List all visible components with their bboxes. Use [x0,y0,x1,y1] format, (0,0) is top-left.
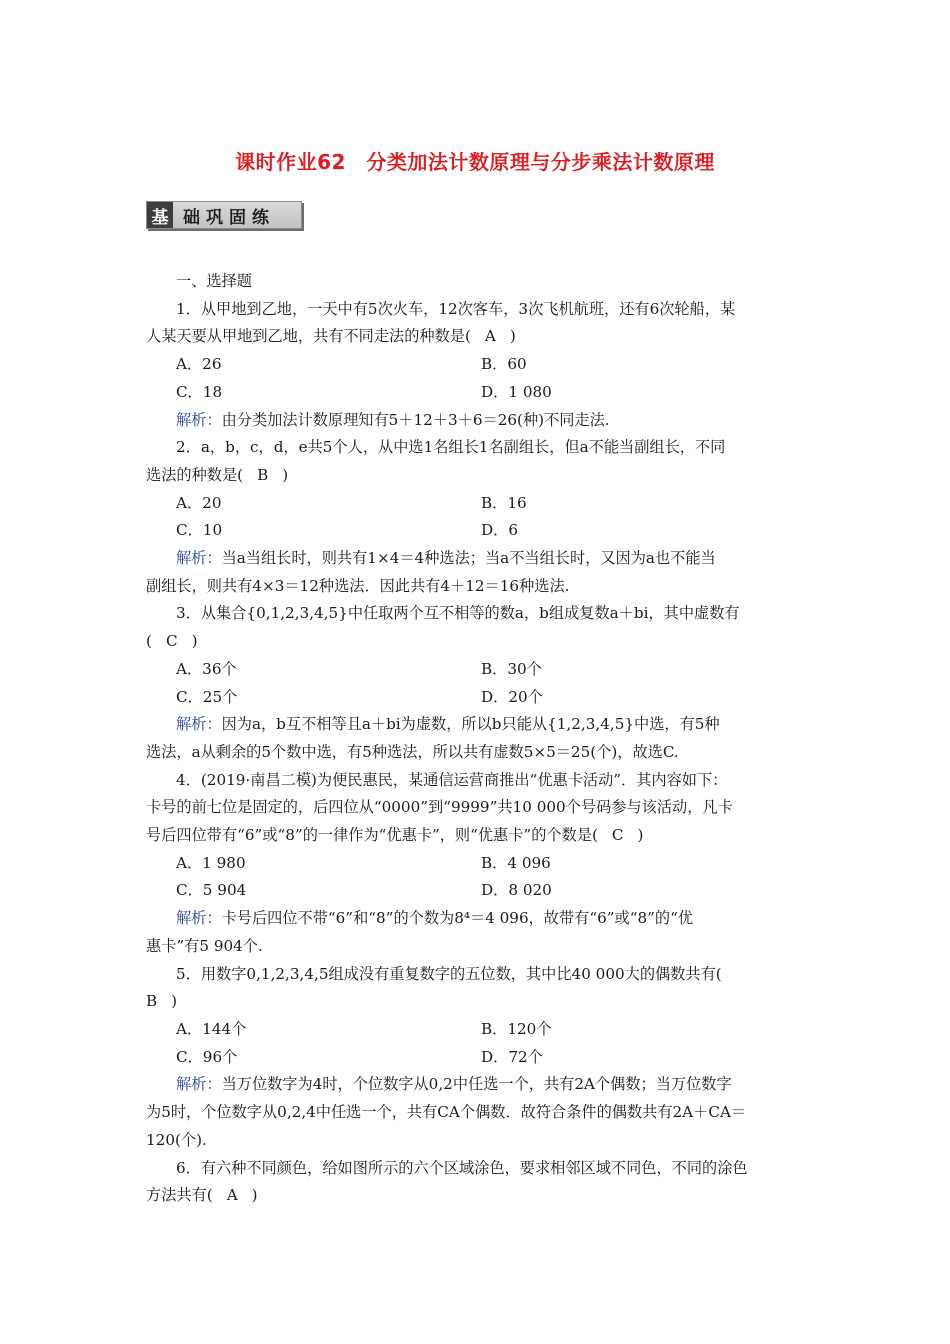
section-heading: 一、选择题 [176,272,252,290]
q4-option-a: A．1 980 [176,853,246,872]
badge-label: 础巩固练 [183,207,275,228]
q5-line-2: B ) [146,992,178,1011]
q4-option-d: D．8 020 [481,881,552,900]
q3-line-2: ( C ) [146,628,810,656]
q2-line-1: 2．a，b，c，d，e共5个人，从中选1名组长1名副组长，但a不能当副组长，不同 [176,438,726,457]
q4-option-b: B．4 096 [481,853,551,872]
q4-options-row-2 [146,877,810,905]
q5-options-row-2 [146,1044,810,1072]
q2-options-row-2 [146,517,810,545]
q1-answer: A [484,327,496,346]
question-list [146,268,810,1210]
q1-options-row-1 [146,351,810,379]
solution-label: 解析： [176,715,222,734]
q3-line-1: 3．从集合{0,1,2,3,4,5}中任取两个互不相等的数a，b组成复数a＋bi，其中虚数有 [176,604,740,623]
q2-solution-1: 解析：当a当组长时，则共有1×4＝4种选法；当a不当组长时，又因为a也不能当 [176,549,716,568]
q1-option-c: C．18 [176,382,223,401]
q3-option-b: B．30个 [481,659,542,678]
q4-answer: C [611,826,624,845]
q5-option-a: A．144个 [176,1019,247,1038]
q5-answer: B [146,992,158,1011]
q4-options-row-1 [146,850,810,878]
q3-answer: C [165,632,178,651]
q3-option-a: A．36个 [176,659,237,678]
q6-answer: A [226,1186,238,1205]
q3-option-d: D．20个 [481,687,543,706]
page-title: 课时作业62 分类加法计数原理与分步乘法计数原理 [235,150,715,174]
q2-option-d: D．6 [481,521,519,540]
q3-option-c: C．25个 [176,687,238,706]
q4-line-3: 号后四位带有“6”或“8”的一律作为“优惠卡”，则“优惠卡”的个数是( C ) [146,822,810,850]
q1-option-a: A．26 [176,355,222,374]
q3-solution-1: 解析：因为a，b互不相等且a＋bi为虚数，所以b只能从{1,2,3,4,5}中选，有5种 [176,715,720,734]
solution-label: 解析： [176,1075,222,1094]
q6-line-2: 方法共有( A ) [146,1182,810,1210]
q1-option-d: D．1 080 [481,382,552,401]
q1-line-2: 人某天要从甲地到乙地，共有不同走法的种数是( A ) [146,323,810,351]
q5-line-1: 5．用数字0,1,2,3,4,5组成没有重复数字的五位数，其中比40 000大的偶数共有( [176,964,722,983]
q4-solution-1: 解析：卡号后四位不带“6”和“8”的个数为8⁴＝4 096，故带有“6”或“8”的“优 [176,909,694,928]
q4-line-1: 4．(2019·南昌二模)为便民惠民，某通信运营商推出“优惠卡活动”．其内容如下： [176,770,728,789]
q1-options-row-2 [146,379,810,407]
q4-solution-2: 惠卡”有5 904个. [146,936,263,955]
q5-solution-3: 120(个). [146,1130,207,1149]
q2-option-c: C．10 [176,521,223,540]
q2-option-a: A．20 [176,493,222,512]
q2-answer: B [257,465,269,484]
q2-line-2: 选法的种数是( B ) [146,462,810,490]
q1-line-1: 1．从甲地到乙地，一天中有5次火车，12次客车，3次飞机航班，还有6次轮船，某 [176,299,736,318]
solution-label: 解析： [176,909,222,928]
q4-option-c: C．5 904 [176,881,247,900]
q5-solution-2: 为5时，个位数字从0,2,4中任选一个，共有CA个偶数．故符合条件的偶数共有2A＋CA＝ [146,1103,747,1122]
q6-line-1: 6．有六种不同颜色，给如图所示的六个区域涂色，要求相邻区域不同色，不同的涂色 [176,1158,748,1177]
q2-option-b: B．16 [481,493,527,512]
section-badge [146,201,302,229]
q2-options-row-1 [146,490,810,518]
q4-line-2: 卡号的前七位是固定的，后四位从“0000”到“9999”共10 000个号码参与该活动，凡卡 [146,798,733,817]
q1-solution: 解析：由分类加法计数原理知有5＋12＋3＋6＝26(种)不同走法. [176,410,610,429]
q3-options-row-2 [146,684,810,712]
q2-solution-2: 副组长，则共有4×3＝12种选法．因此共有4＋12＝16种选法. [146,576,570,595]
solution-label: 解析： [176,410,222,429]
q5-options-row-1 [146,1016,810,1044]
q3-solution-2: 选法，a从剩余的5个数中选，有5种选法，所以共有虚数5×5＝25(个)，故选C. [146,742,679,761]
solution-label: 解析： [176,549,222,568]
q5-option-d: D．72个 [481,1047,543,1066]
q5-solution-1: 解析：当万位数字为4时，个位数字从0,2中任选一个，共有2A个偶数；当万位数字 [176,1075,732,1094]
q3-options-row-1 [146,656,810,684]
q1-option-b: B．60 [481,355,527,374]
badge-first-char: 基 [147,202,173,228]
q5-option-b: B．120个 [481,1019,552,1038]
q5-option-c: C．96个 [176,1047,238,1066]
